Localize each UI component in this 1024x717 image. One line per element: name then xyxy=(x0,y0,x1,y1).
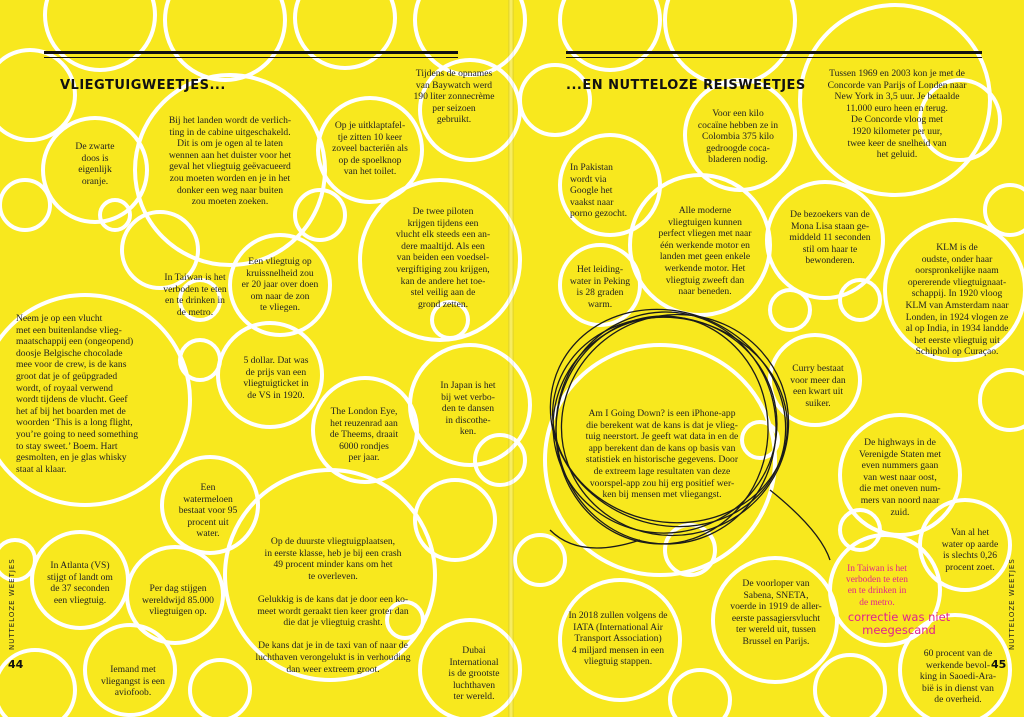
bubble xyxy=(670,670,730,717)
annotation-handwritten-note: correctie was niet meegescand xyxy=(847,610,951,637)
fact-dubai: Dubai International is de grootste luchthaven ter wereld. xyxy=(448,645,500,703)
fact-concorde: Tussen 1969 en 2003 kon je met de Concorde van Parijs of Londen naar New York in 3,5 uur. Je betaalde 11.000 euro heen en terug. De Concorde vloog met 1920 kilometer per uur, twee keer de snelheid van het geluid. xyxy=(827,68,967,161)
fact-black-box: De zwarte doos is eigenlijk oranje. xyxy=(75,141,115,187)
title-rule-right-thin xyxy=(566,57,982,58)
fact-iata: In 2018 zullen volgens de IATA (International Air Transport Association) 4 miljard mensen in een vliegtuig stappen. xyxy=(568,610,668,668)
fact-fly-to-sun: Een vliegtuig op kruissnelheid zou er 20 jaar over doen om naar de zon te vliegen. xyxy=(241,256,319,314)
fact-aviophobe: Iemand met vliegangst is een aviofoob. xyxy=(101,664,165,699)
fact-belgian-chocolate: Neem je op een vlucht met een buitenlandse vlieg- maatschappij een (ongeopend) doosje Belgische chocolade mee voor de crew, is de kans groot dat je of geüpgraded wordt, of royaal verwend wordt tijdens de vlucht. Geef het af bij het boarden met de woorden ‘This is a long flight, you’re going to need something to stay sweet.’ Boem. Hart gesmolten, en je glas whisky staat al klaar. xyxy=(16,313,139,475)
bubble xyxy=(100,200,130,230)
fact-tray-table: Op je uitklaptafel- tje zitten 10 keer zoveel bacteriën als op de spoelknop van het toilet. xyxy=(332,120,408,178)
right-page-number: 45 xyxy=(991,658,1007,671)
page-gutter xyxy=(508,0,514,717)
fact-two-pilots: De twee piloten krijgen tijdens een vlucht elk steeds een an- dere maaltijd. Als een van beiden een voedsel- vergiftiging zou krijgen, kan de andere het toe- stel veilig aan de grond zetten. xyxy=(395,206,491,310)
fact-pakistan: In Pakistan wordt via Google het vaakst naar porno gezocht. xyxy=(570,162,628,220)
fact-ticket-price: 5 dollar. Dat was de prijs van een vliegtuigticket in de VS in 1920. xyxy=(243,355,309,401)
fact-sabena: De voorloper van Sabena, SNETA, voerde in 1919 de aller- eerste passagiersvlucht ter wereld uit, tussen Brussel en Parijs. xyxy=(730,578,822,647)
fact-klm: KLM is de oudste, onder haar oorspronkelijke naam opererende vliegtuignaat- schappij. In 1920 vloog KLM van Amsterdam naar Londen, in 1924 vlogen ze al op India, in 1934 landde het eerste vliegtuig uit Schiphol op Curaçao. xyxy=(905,242,1009,358)
bubble xyxy=(475,435,525,485)
bubble xyxy=(165,0,285,80)
fact-curry: Curry bestaat voor meer dan een kwart uit suiker. xyxy=(790,363,846,409)
fact-cocaine: Voor een kilo cocaïne hebben ze in Colombia 375 kilo gedroogde coca- bladeren nodig. xyxy=(697,108,779,166)
annotation-highlighted-text: In Taiwan is het verboden te eten en te drinken in de metro. xyxy=(846,564,908,608)
fact-london-eye: The London Eye, het reuzenrad aan de Theems, draait 6000 rondjes per jaar. xyxy=(329,406,399,464)
fact-am-i-going-down: Am I Going Down? is een iPhone-app die berekent wat de kans is dat je vlieg- tuig neerstort. Je geeft wat data in en de app berekent dan de kans op basis van statistiek en historische gegevens. Door de extreem lage resultaten van deze voorspel-app zou hij erg positief wer- ken bij mensen met vliegangst. xyxy=(585,408,739,501)
bubble xyxy=(985,185,1024,235)
bubble xyxy=(980,370,1024,430)
title-rule-right xyxy=(566,51,982,54)
left-side-label: NUTTELOZE WEETJES xyxy=(8,558,16,650)
bubble xyxy=(815,655,885,717)
fact-engines: Alle moderne vliegtuigen kunnen perfect vliegen met naar één werkende motor en landen met geen enkele werkende motor. Het vliegtuig zweeft dan naar beneden. xyxy=(658,205,752,298)
fact-taiwan-metro: In Taiwan is het verboden te eten en te drinken in de metro. xyxy=(163,272,227,318)
bubble xyxy=(180,340,220,380)
fact-baywatch: Tijdens de opnames van Baywatch werd 190 liter zonnecrème per seizoen gebruikt. xyxy=(413,68,495,126)
bubble xyxy=(665,0,795,85)
left-page-number: 44 xyxy=(8,658,24,671)
title-rule-left xyxy=(44,51,458,54)
fact-fresh-water: Van al het water op aarde is slechts 0,26 procent zoet. xyxy=(941,527,999,573)
left-page-title: VLIEGTUIGWEETJES... xyxy=(60,78,226,93)
fact-japan-dance: In Japan is het bij wet verbo- den te dansen in discothe- ken. xyxy=(440,380,496,438)
bubble xyxy=(520,65,590,135)
bubble xyxy=(45,0,155,70)
bubble xyxy=(560,0,660,70)
bubble xyxy=(190,660,250,717)
bubble xyxy=(0,180,50,230)
right-page-title: ...EN NUTTELOZE REISWEETJES xyxy=(566,78,806,93)
fact-watermelon: Een watermeloen bestaat voor 95 procent uit water. xyxy=(178,482,238,540)
fact-atlanta: In Atlanta (VS) stijgt of landt om de 37 seconden een vliegtuig. xyxy=(47,560,113,606)
right-side-label: NUTTELOZE WEETJES xyxy=(1008,558,1016,650)
bubble xyxy=(415,480,495,560)
fact-saudi: 60 procent van de werkende bevol- king in Saoedi-Ara- bië is in dienst van de overheid. xyxy=(919,648,997,706)
fact-highways: De highways in de Verenigde Staten met even nummers gaan van west naar oost, die met oneven num- mers van noord naar zuid. xyxy=(858,437,942,518)
fact-cabin-lights: Bij het landen wordt de verlich- ting in de cabine uitgeschakeld. Dit is om je ogen al te laten wennen aan het duister voor het geval het vliegtuig geëvacueerd zou moeten worden en je in het donker een weg naar buiten zou moeten zoeken. xyxy=(168,115,292,208)
title-rule-left-thin xyxy=(44,57,458,58)
fact-daily-flights: Per dag stijgen wereldwijd 85.000 vliegtuigen op. xyxy=(142,583,214,618)
fact-mona-lisa: De bezoekers van de Mona Lisa staan ge- middeld 11 seconden stil om haar te bewonderen. xyxy=(789,209,871,267)
fact-first-class: Op de duurste vliegtuigplaatsen, in eerste klasse, heb je bij een crash 49 procent minder kans om het te overleven. Gelukkig is de kans dat je door een ko- meet wordt geraakt tien keer groter dan die dat je vliegtuig crasht. De kans dat je in de taxi van of naar de luchthaven verongelukt is in verhouding dan weer extreem groot. xyxy=(255,536,411,675)
bubble xyxy=(0,540,35,580)
fact-peking-water: Het leiding- water in Peking is 28 graden warm. xyxy=(569,264,631,310)
scribble-circle-drawing xyxy=(520,290,840,580)
